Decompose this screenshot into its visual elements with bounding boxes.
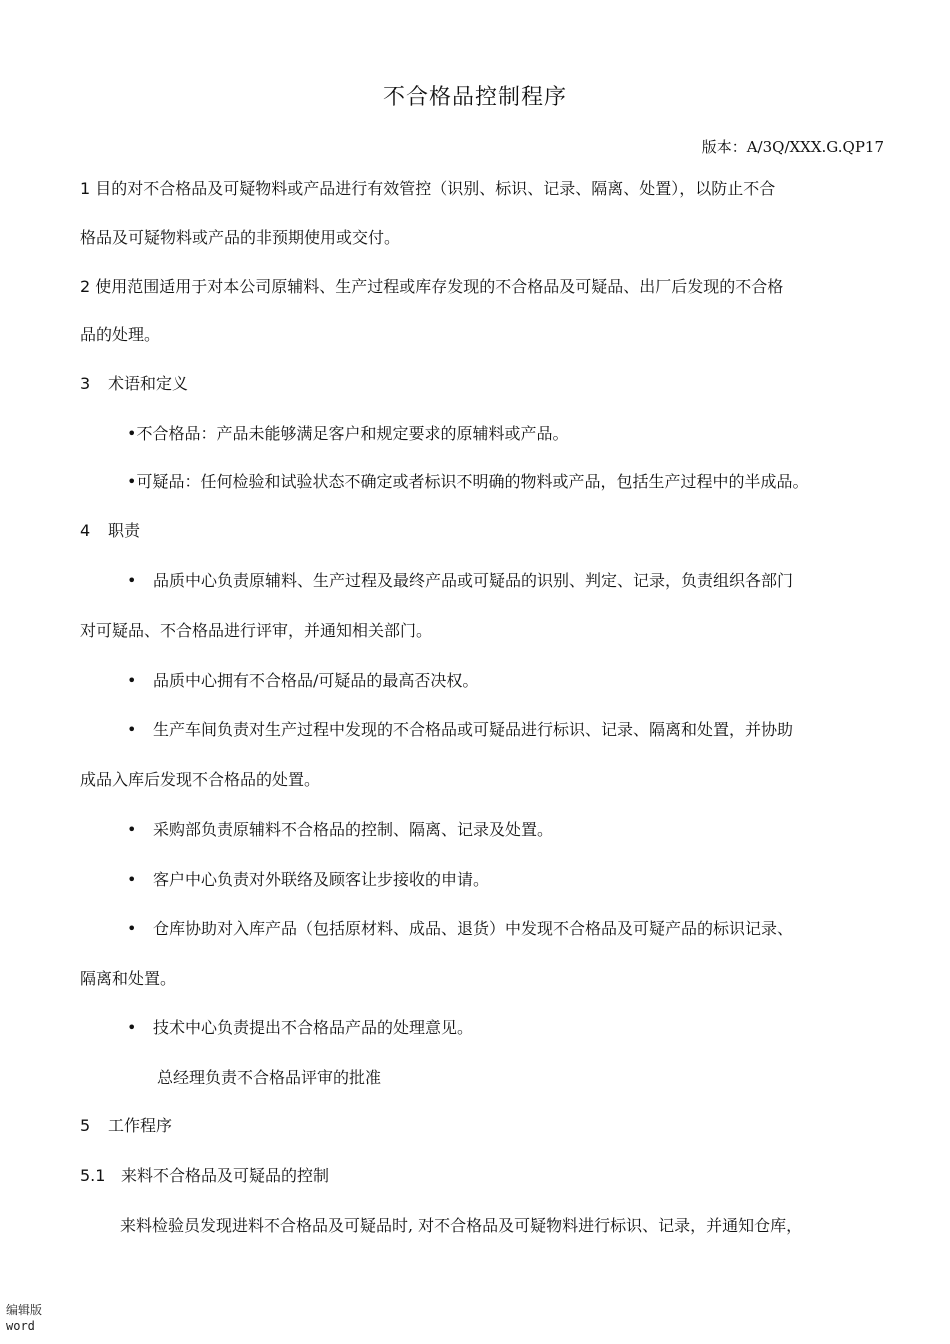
- duty-item-text: 客户中心负责对外联络及顾客让步接收的申请。: [153, 870, 490, 889]
- duty-item-continuation: 隔离和处置。: [80, 969, 177, 988]
- duty-item: [127, 1018, 473, 1038]
- duty-item-text: 采购部负责原辅料不合格品的控制、隔离、记录及处置。: [153, 820, 554, 839]
- duty-item-text: 生产车间负责对生产过程中发现的不合格品或可疑品进行标识、记录、隔离和处置，并协助: [153, 720, 794, 739]
- section-2-line-1: [80, 277, 783, 297]
- bullet-icon: •: [127, 571, 137, 590]
- section-4-heading: [80, 521, 140, 541]
- duty-item: [127, 720, 793, 740]
- version-label: 版本：A/3Q/XXX.G.QP17: [701, 138, 884, 156]
- duty-item-text: 仓库协助对入库产品（包括原材料、成品、退货）中发现不合格品及可疑产品的标识记录、: [153, 919, 794, 938]
- bullet-icon: •: [127, 1018, 137, 1037]
- bullet-icon: •: [127, 870, 137, 889]
- footer-line-1: 编辑版: [6, 1303, 43, 1317]
- section-3-heading-text: 术语和定义: [108, 374, 189, 393]
- duty-item-continuation: 成品入库后发现不合格品的处置。: [80, 770, 321, 789]
- section-5-1-heading-text: 来料不合格品及可疑品的控制: [121, 1166, 330, 1185]
- section-3-number: 3: [80, 374, 91, 393]
- bullet-icon: •: [127, 720, 137, 739]
- duty-item-continuation: 对可疑品、不合格品进行评审，并通知相关部门。: [80, 621, 433, 640]
- section-1-line-2: 格品及可疑物料或产品的非预期使用或交付。: [80, 228, 401, 247]
- duty-item: [127, 919, 793, 939]
- duty-item: [127, 671, 478, 691]
- duty-item: [127, 571, 793, 591]
- bullet-icon: •: [127, 820, 137, 839]
- document-title: 不合格品控制程序: [382, 85, 567, 110]
- section-5-heading: [80, 1116, 172, 1136]
- section-4-heading-text: 职责: [108, 521, 141, 540]
- duty-item: [127, 870, 489, 890]
- footer-note: [6, 1302, 42, 1334]
- section-5-heading-text: 工作程序: [108, 1116, 173, 1135]
- duty-item-text: 品质中心拥有不合格品/可疑品的最高否决权。: [153, 671, 479, 690]
- definition-nonconforming: •不合格品：产品未能够满足客户和规定要求的原辅料或产品。: [127, 424, 569, 443]
- section-2-number: 2: [80, 277, 91, 296]
- section-1-number: 1: [80, 179, 91, 198]
- duty-approval: 总经理负责不合格品评审的批准: [157, 1068, 382, 1087]
- section-3-heading: [80, 374, 188, 394]
- footer-line-2: word: [6, 1319, 35, 1333]
- bullet-icon: •: [127, 919, 137, 938]
- section-4-number: 4: [80, 521, 91, 540]
- section-1-line-1: [80, 179, 775, 199]
- section-5-1-heading: [80, 1166, 329, 1186]
- section-5-1-number: 5.1: [80, 1166, 106, 1185]
- duty-item-text: 技术中心负责提出不合格品产品的处理意见。: [153, 1018, 474, 1037]
- duty-item-text: 品质中心负责原辅料、生产过程及最终产品或可疑品的识别、判定、记录，负责组织各部门: [153, 571, 794, 590]
- section-5-number: 5: [80, 1116, 91, 1135]
- duty-item: [127, 820, 553, 840]
- bullet-icon: •: [127, 671, 137, 690]
- section-2-text: 使用范围适用于对本公司原辅料、生产过程或库存发现的不合格品及可疑品、出厂后发现的不合格: [95, 277, 784, 296]
- section-2-line-2: 品的处理。: [80, 325, 161, 344]
- section-5-1-text: 来料检验员发现进料不合格品及可疑品时, 对不合格品及可疑物料进行标识、记录，并通知仓库，: [120, 1216, 803, 1235]
- section-1-text: 目的对不合格品及可疑物料或产品进行有效管控（识别、标识、记录、隔离、处置），以防止不合: [95, 179, 776, 198]
- definition-suspect: •可疑品：任何检验和试验状态不确定或者标识不明确的物料或产品，包括生产过程中的半成品。: [127, 472, 809, 491]
